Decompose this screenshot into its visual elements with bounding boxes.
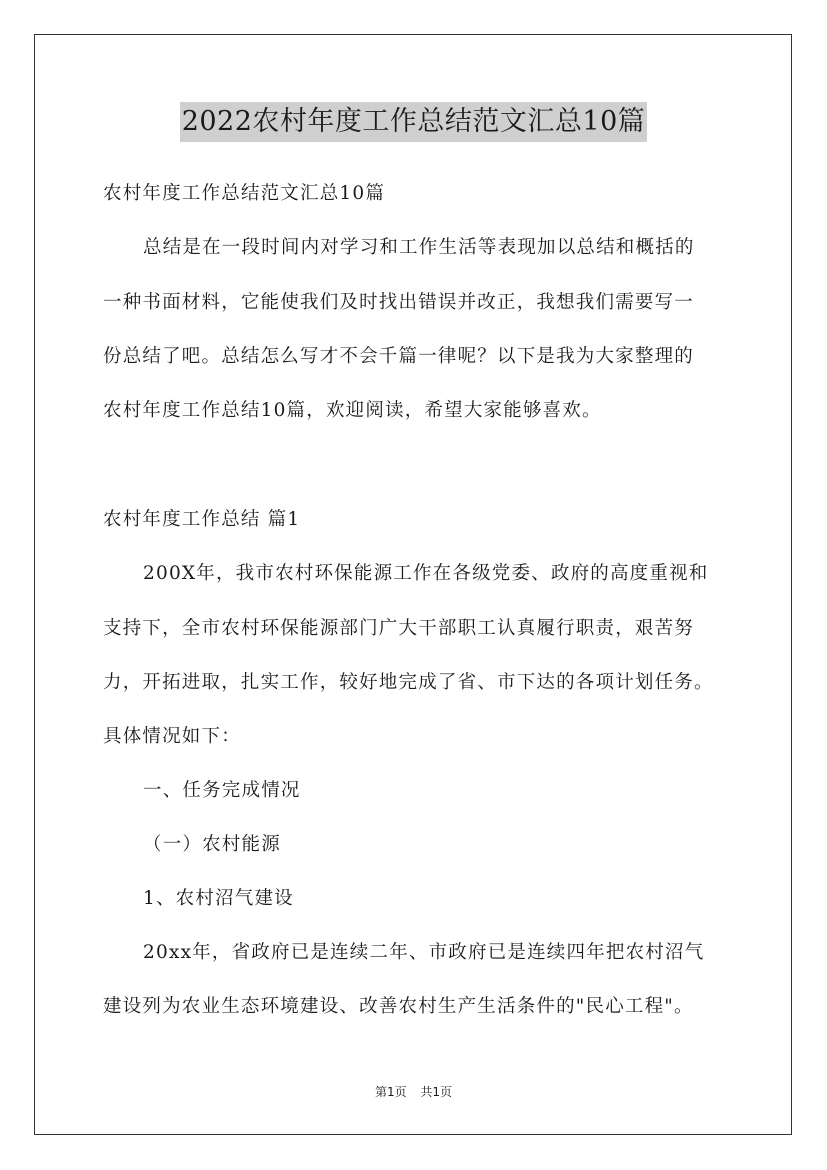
subheading: 一、任务完成情况 [143, 780, 301, 801]
paragraph-line: 总结是在一段时间内对学习和工作生活等表现加以总结和概括的 [143, 237, 695, 258]
page-number: 第1页 [374, 1085, 407, 1099]
paragraph-line: 份总结了吧。总结怎么写才不会千篇一律呢？以下是我为大家整理的 [103, 346, 695, 367]
document-title: 2022农村年度工作总结范文汇总10篇 [180, 102, 648, 142]
page-total: 共1页 [420, 1085, 453, 1099]
paragraph-line: 农村年度工作总结10篇，欢迎阅读，希望大家能够喜欢。 [103, 400, 602, 421]
paragraph-line: 200X年，我市农村环保能源工作在各级党委、政府的高度重视和 [143, 563, 709, 584]
subheading: （一）农村能源 [143, 834, 281, 855]
subheading: 1、农村沼气建设 [143, 888, 294, 909]
page-footer [0, 1084, 827, 1100]
title-container [0, 102, 827, 142]
paragraph-line: 20xx年，省政府已是连续二年、市政府已是连续四年把农村沼气 [143, 942, 705, 963]
paragraph-line: 具体情况如下： [103, 726, 241, 747]
section-heading: 农村年度工作总结范文汇总10篇 [103, 183, 386, 204]
paragraph-line: 建设列为农业生态环境建设、改善农村生产生活条件的"民心工程"。 [103, 996, 694, 1017]
section-heading: 农村年度工作总结 篇1 [103, 509, 301, 530]
paragraph-line: 力，开拓进取，扎实工作，较好地完成了省、市下达的各项计划任务。 [103, 672, 714, 693]
paragraph-line: 支持下，全市农村环保能源部门广大干部职工认真履行职责，艰苦努 [103, 618, 695, 639]
paragraph-line: 一种书面材料，它能使我们及时找出错误并改正，我想我们需要写一 [103, 292, 695, 313]
